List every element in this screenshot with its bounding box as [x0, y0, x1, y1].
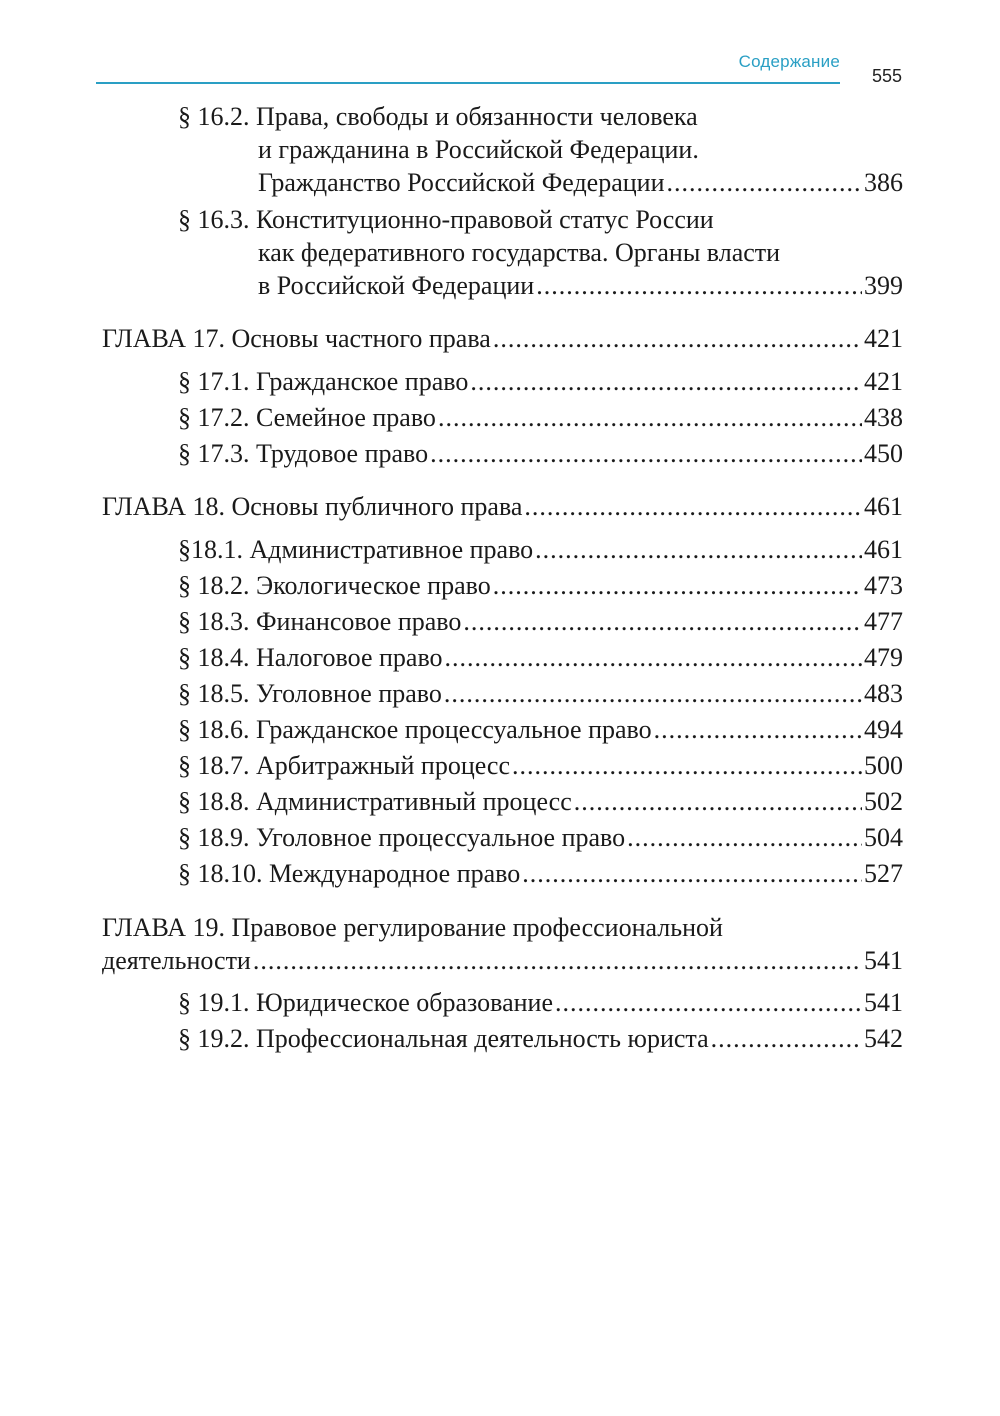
- toc-entry-page: 473: [864, 571, 903, 600]
- toc-entry-title: § 19.2. Профессиональная деятельность юриста: [178, 1024, 709, 1053]
- toc-chapter-title: ГЛАВА 18. Основы публичного права: [102, 492, 523, 521]
- leader-dots: [522, 857, 862, 890]
- toc-entry-title: §18.1. Административное право: [178, 535, 534, 564]
- toc-entry-page: 461: [864, 535, 903, 564]
- toc-entry-title: § 18.9. Уголовное процессуальное право: [178, 823, 626, 852]
- toc-chapter-page: 461: [864, 492, 903, 521]
- leader-dots: [493, 322, 862, 355]
- toc-entry-page: 386: [864, 168, 903, 197]
- toc-entry-page: 483: [864, 679, 903, 708]
- toc-entry-page: 527: [864, 859, 903, 888]
- toc-section-16-3-line2[interactable]: как федеративного государства. Органы власти: [258, 238, 781, 267]
- toc-entry-page: 479: [864, 643, 903, 672]
- toc-chapter-19-line2[interactable]: [102, 944, 903, 977]
- leader-dots: [711, 1022, 862, 1055]
- toc-entry-page: 541: [864, 988, 903, 1017]
- toc-entry-title: § 18.10. Международное право: [178, 859, 521, 888]
- leader-dots: [445, 641, 862, 674]
- leader-dots: [470, 365, 862, 398]
- toc-entry-title: § 18.3. Финансовое право: [178, 607, 462, 636]
- toc-section-18-6[interactable]: [178, 713, 903, 746]
- toc-chapter-17[interactable]: [102, 322, 903, 355]
- toc-entry-page: 494: [864, 715, 903, 744]
- leader-dots: [253, 944, 862, 977]
- toc-section-17-2[interactable]: [178, 401, 903, 434]
- toc-section-18-2[interactable]: [178, 569, 903, 602]
- toc-entry-page: 421: [864, 367, 903, 396]
- leader-dots: [430, 437, 862, 470]
- toc-entry-page: 502: [864, 787, 903, 816]
- toc-chapter-page: 541: [864, 946, 903, 975]
- toc-entry-title: § 17.1. Гражданское право: [178, 367, 469, 396]
- toc-entry-page: 500: [864, 751, 903, 780]
- toc-section-16-3-line1[interactable]: § 16.3. Конституционно-правовой статус России: [178, 205, 714, 234]
- leader-dots: [654, 713, 862, 746]
- leader-dots: [627, 821, 862, 854]
- header-title: Содержание: [738, 52, 840, 71]
- toc-section-18-4[interactable]: [178, 641, 903, 674]
- leader-dots: [555, 986, 862, 1019]
- toc-chapter-title: деятельности: [102, 946, 251, 975]
- leader-dots: [512, 749, 862, 782]
- page-number: 555: [872, 66, 903, 86]
- leader-dots: [463, 605, 862, 638]
- leader-dots: [535, 533, 862, 566]
- toc-section-16-3-line3[interactable]: [258, 269, 903, 302]
- toc-section-19-2[interactable]: [178, 1022, 903, 1055]
- toc-chapter-19-line1[interactable]: ГЛАВА 19. Правовое регулирование профессиональной: [102, 913, 723, 942]
- toc-entry-title: в Российской Федерации: [258, 271, 535, 300]
- toc-section-16-2-line2[interactable]: и гражданина в Российской Федерации.: [258, 135, 699, 164]
- toc-section-18-1[interactable]: [178, 533, 903, 566]
- toc-section-18-9[interactable]: [178, 821, 903, 854]
- toc-entry-title: § 18.4. Налоговое право: [178, 643, 443, 672]
- toc-chapter-18[interactable]: [102, 490, 903, 523]
- toc-section-18-3[interactable]: [178, 605, 903, 638]
- toc-entry-title: § 18.8. Административный процесс: [178, 787, 572, 816]
- toc-section-18-7[interactable]: [178, 749, 903, 782]
- toc-chapter-title: ГЛАВА 17. Основы частного права: [102, 324, 491, 353]
- toc-entry-title: § 18.7. Арбитражный процесс: [178, 751, 510, 780]
- toc-chapter-page: 421: [864, 324, 903, 353]
- toc-section-17-1[interactable]: [178, 365, 903, 398]
- toc-section-16-2-line3[interactable]: [258, 166, 903, 199]
- leader-dots: [574, 785, 862, 818]
- leader-dots: [667, 166, 862, 199]
- toc-entry-title: § 17.2. Семейное право: [178, 403, 436, 432]
- leader-dots: [438, 401, 862, 434]
- toc-entry-title: § 19.1. Юридическое образование: [178, 988, 553, 1017]
- toc-entry-title: § 17.3. Трудовое право: [178, 439, 429, 468]
- leader-dots: [536, 269, 862, 302]
- leader-dots: [524, 490, 862, 523]
- leader-dots: [493, 569, 862, 602]
- toc-entry-title: § 18.2. Экологическое право: [178, 571, 491, 600]
- toc-section-19-1[interactable]: [178, 986, 903, 1019]
- toc-entry-page: 399: [864, 271, 903, 300]
- toc-section-18-10[interactable]: [178, 857, 903, 890]
- toc-entry-page: 504: [864, 823, 903, 852]
- toc-section-16-2-line1[interactable]: § 16.2. Права, свободы и обязанности человека: [178, 102, 698, 131]
- toc-entry-page: 438: [864, 403, 903, 432]
- toc-section-17-3[interactable]: [178, 437, 903, 470]
- leader-dots: [444, 677, 862, 710]
- toc-entry-page: 450: [864, 439, 903, 468]
- toc-entry-title: § 18.5. Уголовное право: [178, 679, 442, 708]
- toc-entry-page: 542: [864, 1024, 903, 1053]
- toc-entry-page: 477: [864, 607, 903, 636]
- toc-section-18-5[interactable]: [178, 677, 903, 710]
- toc-section-18-8[interactable]: [178, 785, 903, 818]
- toc-entry-title: Гражданство Российской Федерации: [258, 168, 665, 197]
- toc-entry-title: § 18.6. Гражданское процессуальное право: [178, 715, 652, 744]
